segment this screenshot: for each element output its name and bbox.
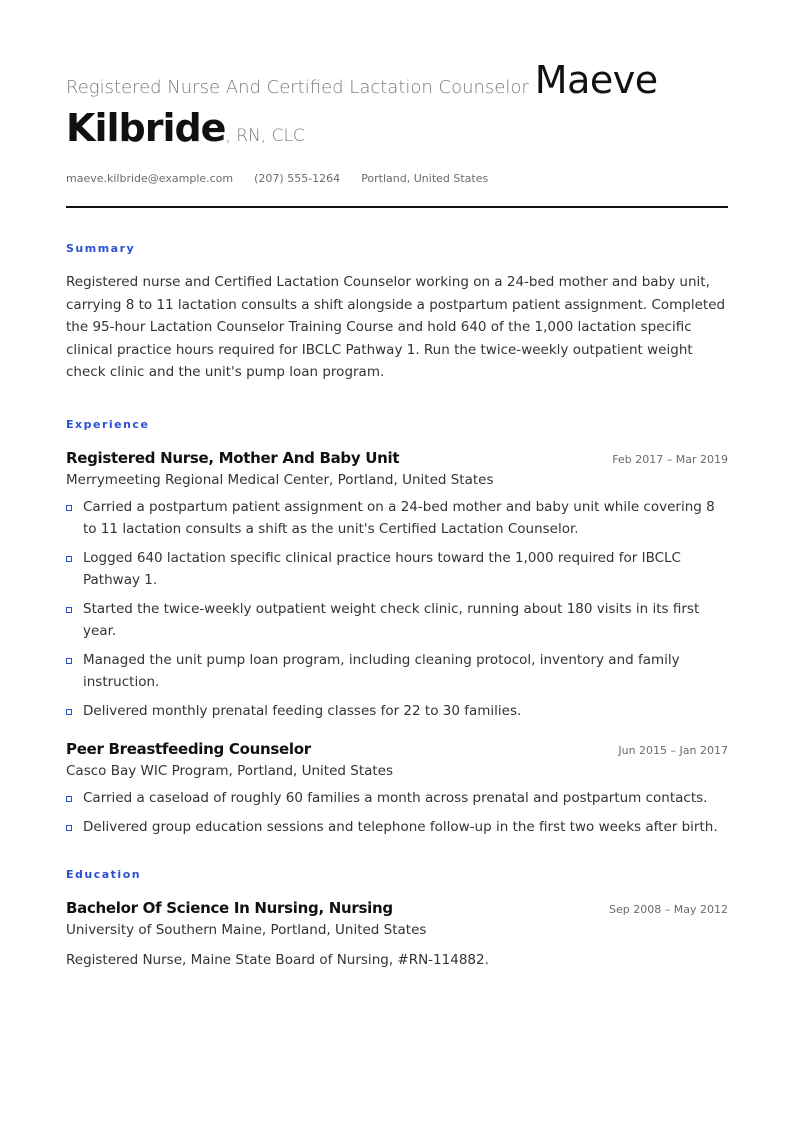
license-note: Registered Nurse, Maine State Board of Nursing, #RN-114882.	[66, 952, 489, 968]
summary-heading: Summary	[66, 242, 136, 255]
bullet-item: Carried a caseload of roughly 60 families a month across prenatal and postpartum contacts.	[66, 787, 728, 810]
experience-heading: Experience	[66, 417, 150, 431]
job-employer: Merrymeeting Regional Medical Center, Portland, United States	[66, 471, 494, 488]
job-role: Peer Breastfeeding Counselor	[66, 740, 311, 758]
job-title: Registered Nurse And Certified Lactation Counselor	[66, 77, 529, 98]
resume-page	[66, 60, 728, 968]
experience-entry	[66, 449, 728, 723]
square-bullet-icon	[66, 556, 72, 562]
square-bullet-icon	[66, 709, 72, 715]
resume-header	[66, 60, 728, 156]
square-bullet-icon	[66, 825, 72, 831]
phone-number: (207) 555-1264	[254, 172, 341, 185]
bullet-item: Managed the unit pump loan program, including cleaning protocol, inventory and family instruction.	[66, 649, 728, 694]
bullet-item: Logged 640 lactation specific clinical practice hours toward the 1,000 required for IBCLC Pathway 1.	[66, 547, 728, 592]
bullet-item: Started the twice-weekly outpatient weight check clinic, running about 180 visits in its first year.	[66, 598, 728, 643]
first-name: Maeve	[534, 58, 658, 102]
bullet-item: Carried a postpartum patient assignment on a 24-bed mother and baby unit while covering 8 to 11 lactation consults a shift as the unit's Certified Lactation Counselor.	[66, 496, 728, 541]
email-link[interactable]: maeve.kilbride@example.com	[66, 172, 234, 185]
bullet-item: Delivered group education sessions and telephone follow-up in the first two weeks after birth.	[66, 816, 728, 839]
job-employer: Casco Bay WIC Program, Portland, United States	[66, 763, 394, 779]
header-divider	[66, 206, 728, 208]
location: Portland, United States	[361, 172, 489, 185]
square-bullet-icon	[66, 607, 72, 613]
credentials: , RN, CLC	[225, 126, 305, 146]
bullet-item: Delivered monthly prenatal feeding classes for 22 to 30 families.	[66, 700, 728, 723]
experience-entry	[66, 740, 728, 838]
contact-info	[66, 172, 728, 185]
education-entry	[66, 899, 728, 968]
school: University of Southern Maine, Portland, United States	[66, 922, 427, 938]
education-dates: Sep 2008 – May 2012	[609, 903, 728, 916]
square-bullet-icon	[66, 796, 72, 802]
job-dates: Feb 2017 – Mar 2019	[612, 452, 728, 466]
education-heading: Education	[66, 868, 142, 881]
last-name: Kilbride	[66, 106, 226, 150]
square-bullet-icon	[66, 505, 72, 511]
square-bullet-icon	[66, 658, 72, 664]
job-dates: Jun 2015 – Jan 2017	[618, 744, 728, 757]
job-role: Registered Nurse, Mother And Baby Unit	[66, 448, 400, 467]
summary-text: Registered nurse and Certified Lactation Counselor working on a 24-bed mother and baby unit, carrying 8 to 11 lactation consults a shift alongside a postpartum patient assignment. Completed the 95-hour Lactation Counselor Training Course and hold 640 of the 1,000 lactation specific clinical practice hours required for IBCLC Pathway 1. Run the twice-weekly outpatient weight check clinic and the unit's pump loan program.	[66, 274, 726, 380]
job-bullets	[66, 787, 728, 838]
job-bullets	[66, 496, 728, 723]
degree: Bachelor Of Science In Nursing, Nursing	[66, 899, 393, 917]
